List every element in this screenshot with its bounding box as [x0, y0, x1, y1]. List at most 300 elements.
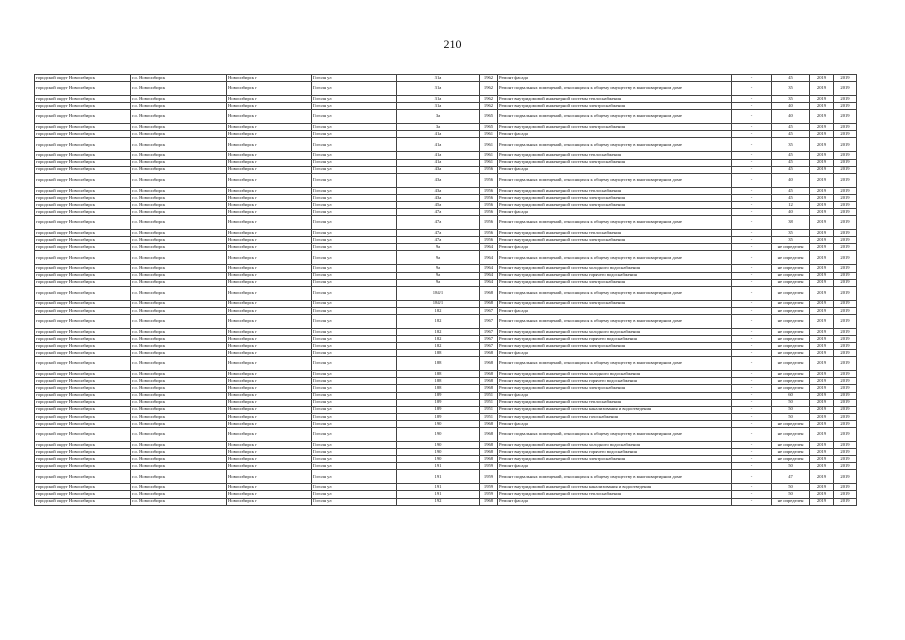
- table-row: [35, 216, 857, 230]
- work-type-cell: Ремонт внутридомовой инженерной системы канализования и водоотведения: [498, 484, 732, 491]
- start-year-cell: 2019: [810, 159, 834, 166]
- district-cell: г.о. Новосибирск: [131, 357, 227, 371]
- municipality-cell: городской округ Новосибирск: [35, 237, 131, 244]
- year-cell: 1968: [480, 286, 498, 300]
- start-year-cell: 2019: [810, 201, 834, 208]
- city-cell: Новосибирск г: [227, 385, 312, 392]
- municipality-cell: городской округ Новосибирск: [35, 152, 131, 159]
- end-year-cell: 2019: [834, 75, 857, 82]
- municipality-cell: городской округ Новосибирск: [35, 343, 131, 350]
- cost-cell: не определен: [772, 244, 810, 251]
- dash-cell: -: [732, 216, 772, 230]
- city-cell: Новосибирск г: [227, 96, 312, 103]
- dash-cell: -: [732, 209, 772, 216]
- cost-cell: не определен: [772, 343, 810, 350]
- street-cell: Гоголя ул: [312, 328, 397, 335]
- work-type-cell: Ремонт внутридомовой инженерной системы теплоснабжения: [498, 96, 732, 103]
- street-cell: Гоголя ул: [312, 216, 397, 230]
- city-cell: Новосибирск г: [227, 201, 312, 208]
- end-year-cell: 2019: [834, 428, 857, 442]
- street-cell: Гоголя ул: [312, 371, 397, 378]
- municipality-cell: городской округ Новосибирск: [35, 173, 131, 187]
- municipality-cell: городской округ Новосибирск: [35, 385, 131, 392]
- end-year-cell: 2019: [834, 491, 857, 498]
- work-type-cell: Ремонт фасада: [498, 75, 732, 82]
- street-cell: Гоголя ул: [312, 428, 397, 442]
- house-cell: 190: [397, 420, 480, 427]
- house-cell: 9а: [397, 251, 480, 265]
- municipality-cell: городской округ Новосибирск: [35, 166, 131, 173]
- cost-cell: 50: [772, 399, 810, 406]
- dash-cell: -: [732, 230, 772, 237]
- start-year-cell: 2019: [810, 343, 834, 350]
- dash-cell: -: [732, 470, 772, 484]
- work-type-cell: Ремонт внутридомовой инженерной системы теплоснабжения: [498, 230, 732, 237]
- end-year-cell: 2019: [834, 159, 857, 166]
- city-cell: Новосибирск г: [227, 244, 312, 251]
- municipality-cell: городской округ Новосибирск: [35, 420, 131, 427]
- end-year-cell: 2019: [834, 166, 857, 173]
- year-cell: 1951: [480, 399, 498, 406]
- table-row: [35, 265, 857, 272]
- municipality-cell: городской округ Новосибирск: [35, 216, 131, 230]
- start-year-cell: 2019: [810, 131, 834, 138]
- district-cell: г.о. Новосибирск: [131, 378, 227, 385]
- table-row: [35, 314, 857, 328]
- street-cell: Гоголя ул: [312, 124, 397, 131]
- end-year-cell: 2019: [834, 96, 857, 103]
- city-cell: Новосибирск г: [227, 286, 312, 300]
- city-cell: Новосибирск г: [227, 328, 312, 335]
- city-cell: Новосибирск г: [227, 237, 312, 244]
- table-row: [35, 463, 857, 470]
- end-year-cell: 2019: [834, 328, 857, 335]
- district-cell: г.о. Новосибирск: [131, 449, 227, 456]
- district-cell: г.о. Новосибирск: [131, 230, 227, 237]
- dash-cell: -: [732, 286, 772, 300]
- work-type-cell: Ремонт фасада: [498, 307, 732, 314]
- end-year-cell: 2019: [834, 201, 857, 208]
- work-type-cell: Ремонт внутридомовой инженерной системы газоснабжения: [498, 413, 732, 420]
- dash-cell: -: [732, 378, 772, 385]
- street-cell: Гоголя ул: [312, 152, 397, 159]
- start-year-cell: 2019: [810, 463, 834, 470]
- house-cell: 9а: [397, 244, 480, 251]
- work-type-cell: Ремонт фасада: [498, 166, 732, 173]
- cost-cell: не определен: [772, 449, 810, 456]
- start-year-cell: 2019: [810, 491, 834, 498]
- end-year-cell: 2019: [834, 187, 857, 194]
- table-row: [35, 152, 857, 159]
- year-cell: 1964: [480, 272, 498, 279]
- district-cell: г.о. Новосибирск: [131, 307, 227, 314]
- table-row: [35, 124, 857, 131]
- house-cell: 182: [397, 328, 480, 335]
- year-cell: 1968: [480, 442, 498, 449]
- municipality-cell: городской округ Новосибирск: [35, 449, 131, 456]
- end-year-cell: 2019: [834, 103, 857, 110]
- dash-cell: -: [732, 124, 772, 131]
- table-row: [35, 456, 857, 463]
- table-row: [35, 357, 857, 371]
- start-year-cell: 2019: [810, 498, 834, 505]
- table-row: [35, 138, 857, 152]
- street-cell: Гоголя ул: [312, 350, 397, 357]
- year-cell: 1951: [480, 413, 498, 420]
- year-cell: 1956: [480, 187, 498, 194]
- table-row: [35, 131, 857, 138]
- start-year-cell: 2019: [810, 75, 834, 82]
- house-cell: 189: [397, 399, 480, 406]
- start-year-cell: 2019: [810, 216, 834, 230]
- start-year-cell: 2019: [810, 272, 834, 279]
- year-cell: 1959: [480, 491, 498, 498]
- cost-cell: 40: [772, 103, 810, 110]
- start-year-cell: 2019: [810, 173, 834, 187]
- street-cell: Гоголя ул: [312, 110, 397, 124]
- city-cell: Новосибирск г: [227, 343, 312, 350]
- city-cell: Новосибирск г: [227, 279, 312, 286]
- cost-cell: 50: [772, 413, 810, 420]
- table-row: [35, 279, 857, 286]
- end-year-cell: 2019: [834, 456, 857, 463]
- municipality-cell: городской округ Новосибирск: [35, 470, 131, 484]
- dash-cell: -: [732, 343, 772, 350]
- work-type-cell: Ремонт внутридомовой инженерной системы электроснабжения: [498, 103, 732, 110]
- street-cell: Гоголя ул: [312, 131, 397, 138]
- dash-cell: -: [732, 237, 772, 244]
- cost-cell: 60: [772, 392, 810, 399]
- dash-cell: -: [732, 166, 772, 173]
- city-cell: Новосибирск г: [227, 173, 312, 187]
- street-cell: Гоголя ул: [312, 286, 397, 300]
- work-type-cell: Ремонт внутридомовой инженерной системы электроснабжения: [498, 159, 732, 166]
- end-year-cell: 2019: [834, 237, 857, 244]
- end-year-cell: 2019: [834, 272, 857, 279]
- city-cell: Новосибирск г: [227, 300, 312, 307]
- end-year-cell: 2019: [834, 335, 857, 342]
- end-year-cell: 2019: [834, 131, 857, 138]
- table-row: [35, 385, 857, 392]
- work-type-cell: Ремонт внутридомовой инженерной системы холодного водоснабжения: [498, 328, 732, 335]
- district-cell: г.о. Новосибирск: [131, 110, 227, 124]
- year-cell: 1962: [480, 96, 498, 103]
- work-type-cell: Ремонт внутридомовой инженерной системы электроснабжения: [498, 456, 732, 463]
- cost-cell: 12: [772, 201, 810, 208]
- house-cell: 47а: [397, 230, 480, 237]
- work-type-cell: Ремонт внутридомовой инженерной системы теплоснабжения: [498, 399, 732, 406]
- dash-cell: -: [732, 138, 772, 152]
- year-cell: 1964: [480, 279, 498, 286]
- city-cell: Новосибирск г: [227, 103, 312, 110]
- table-row: [35, 209, 857, 216]
- municipality-cell: городской округ Новосибирск: [35, 110, 131, 124]
- end-year-cell: 2019: [834, 307, 857, 314]
- cost-cell: 50: [772, 406, 810, 413]
- end-year-cell: 2019: [834, 173, 857, 187]
- year-cell: 1956: [480, 194, 498, 201]
- city-cell: Новосибирск г: [227, 420, 312, 427]
- house-cell: 3а: [397, 110, 480, 124]
- table-row: [35, 413, 857, 420]
- table-row: [35, 498, 857, 505]
- work-type-cell: Ремонт фасада: [498, 498, 732, 505]
- start-year-cell: 2019: [810, 428, 834, 442]
- house-cell: 188: [397, 371, 480, 378]
- work-type-cell: Ремонт внутридомовой инженерной системы холодного водоснабжения: [498, 265, 732, 272]
- house-cell: 190: [397, 456, 480, 463]
- end-year-cell: 2019: [834, 470, 857, 484]
- cost-cell: не определен: [772, 420, 810, 427]
- municipality-cell: городской округ Новосибирск: [35, 300, 131, 307]
- street-cell: Гоголя ул: [312, 456, 397, 463]
- house-cell: 191: [397, 463, 480, 470]
- house-cell: 192: [397, 498, 480, 505]
- end-year-cell: 2019: [834, 392, 857, 399]
- municipality-cell: городской округ Новосибирск: [35, 194, 131, 201]
- start-year-cell: 2019: [810, 187, 834, 194]
- house-cell: 41а: [397, 159, 480, 166]
- year-cell: 1961: [480, 152, 498, 159]
- house-cell: 43а: [397, 187, 480, 194]
- start-year-cell: 2019: [810, 449, 834, 456]
- house-cell: 182: [397, 307, 480, 314]
- start-year-cell: 2019: [810, 166, 834, 173]
- table-row: [35, 96, 857, 103]
- end-year-cell: 2019: [834, 194, 857, 201]
- start-year-cell: 2019: [810, 307, 834, 314]
- work-type-cell: Ремонт подвальных помещений, относящихся к общему имуществу в многоквартирном доме: [498, 428, 732, 442]
- year-cell: 1951: [480, 406, 498, 413]
- dash-cell: -: [732, 244, 772, 251]
- work-type-cell: Ремонт внутридомовой инженерной системы холодного водоснабжения: [498, 371, 732, 378]
- city-cell: Новосибирск г: [227, 350, 312, 357]
- year-cell: 1968: [480, 449, 498, 456]
- street-cell: Гоголя ул: [312, 272, 397, 279]
- street-cell: Гоголя ул: [312, 357, 397, 371]
- dash-cell: -: [732, 279, 772, 286]
- dash-cell: -: [732, 201, 772, 208]
- municipality-cell: городской округ Новосибирск: [35, 399, 131, 406]
- dash-cell: -: [732, 335, 772, 342]
- street-cell: Гоголя ул: [312, 96, 397, 103]
- dash-cell: -: [732, 328, 772, 335]
- start-year-cell: 2019: [810, 357, 834, 371]
- end-year-cell: 2019: [834, 343, 857, 350]
- municipality-cell: городской округ Новосибирск: [35, 244, 131, 251]
- district-cell: г.о. Новосибирск: [131, 244, 227, 251]
- start-year-cell: 2019: [810, 378, 834, 385]
- year-cell: 1961: [480, 138, 498, 152]
- municipality-cell: городской округ Новосибирск: [35, 350, 131, 357]
- municipality-cell: городской округ Новосибирск: [35, 272, 131, 279]
- start-year-cell: 2019: [810, 265, 834, 272]
- street-cell: Гоголя ул: [312, 251, 397, 265]
- house-cell: 47а: [397, 216, 480, 230]
- dash-cell: -: [732, 314, 772, 328]
- house-cell: 188: [397, 385, 480, 392]
- dash-cell: -: [732, 463, 772, 470]
- end-year-cell: 2019: [834, 357, 857, 371]
- district-cell: г.о. Новосибирск: [131, 75, 227, 82]
- house-cell: 182: [397, 335, 480, 342]
- municipality-cell: городской округ Новосибирск: [35, 103, 131, 110]
- cost-cell: 45: [772, 152, 810, 159]
- municipality-cell: городской округ Новосибирск: [35, 96, 131, 103]
- cost-cell: не определен: [772, 307, 810, 314]
- table-row: [35, 110, 857, 124]
- table-row: [35, 244, 857, 251]
- table-row: [35, 371, 857, 378]
- district-cell: г.о. Новосибирск: [131, 371, 227, 378]
- end-year-cell: 2019: [834, 110, 857, 124]
- district-cell: г.о. Новосибирск: [131, 166, 227, 173]
- cost-cell: 45: [772, 131, 810, 138]
- year-cell: 1968: [480, 378, 498, 385]
- district-cell: г.о. Новосибирск: [131, 314, 227, 328]
- table-row: [35, 343, 857, 350]
- end-year-cell: 2019: [834, 138, 857, 152]
- end-year-cell: 2019: [834, 350, 857, 357]
- house-cell: 189: [397, 406, 480, 413]
- district-cell: г.о. Новосибирск: [131, 237, 227, 244]
- district-cell: г.о. Новосибирск: [131, 463, 227, 470]
- city-cell: Новосибирск г: [227, 75, 312, 82]
- district-cell: г.о. Новосибирск: [131, 131, 227, 138]
- city-cell: Новосибирск г: [227, 449, 312, 456]
- house-cell: 188: [397, 378, 480, 385]
- dash-cell: -: [732, 420, 772, 427]
- district-cell: г.о. Новосибирск: [131, 335, 227, 342]
- cost-cell: 50: [772, 491, 810, 498]
- district-cell: г.о. Новосибирск: [131, 498, 227, 505]
- dash-cell: -: [732, 96, 772, 103]
- street-cell: Гоголя ул: [312, 75, 397, 82]
- municipality-cell: городской округ Новосибирск: [35, 442, 131, 449]
- year-cell: 1968: [480, 357, 498, 371]
- year-cell: 1951: [480, 392, 498, 399]
- page-number: 210: [443, 37, 462, 51]
- start-year-cell: 2019: [810, 244, 834, 251]
- year-cell: 1956: [480, 230, 498, 237]
- year-cell: 1965: [480, 124, 498, 131]
- cost-cell: не определен: [772, 314, 810, 328]
- work-type-cell: Ремонт подвальных помещений, относящихся к общему имуществу в многоквартирном доме: [498, 82, 732, 96]
- city-cell: Новосибирск г: [227, 307, 312, 314]
- table-row: [35, 75, 857, 82]
- street-cell: Гоголя ул: [312, 378, 397, 385]
- street-cell: Гоголя ул: [312, 159, 397, 166]
- street-cell: Гоголя ул: [312, 399, 397, 406]
- cost-cell: не определен: [772, 456, 810, 463]
- end-year-cell: 2019: [834, 314, 857, 328]
- end-year-cell: 2019: [834, 413, 857, 420]
- end-year-cell: 2019: [834, 300, 857, 307]
- table-row: [35, 335, 857, 342]
- district-cell: г.о. Новосибирск: [131, 152, 227, 159]
- house-cell: 45а: [397, 201, 480, 208]
- work-type-cell: Ремонт фасада: [498, 420, 732, 427]
- street-cell: Гоголя ул: [312, 103, 397, 110]
- start-year-cell: 2019: [810, 420, 834, 427]
- end-year-cell: 2019: [834, 82, 857, 96]
- cost-cell: 40: [772, 209, 810, 216]
- cost-cell: 35: [772, 230, 810, 237]
- city-cell: Новосибирск г: [227, 392, 312, 399]
- year-cell: 1956: [480, 216, 498, 230]
- municipality-cell: городской округ Новосибирск: [35, 124, 131, 131]
- cost-cell: 45: [772, 159, 810, 166]
- municipality-cell: городской округ Новосибирск: [35, 75, 131, 82]
- dash-cell: -: [732, 159, 772, 166]
- house-cell: 188: [397, 350, 480, 357]
- city-cell: Новосибирск г: [227, 484, 312, 491]
- work-type-cell: Ремонт фасада: [498, 350, 732, 357]
- street-cell: Гоголя ул: [312, 406, 397, 413]
- cost-cell: 35: [772, 96, 810, 103]
- work-type-cell: Ремонт подвальных помещений, относящихся к общему имуществу в многоквартирном доме: [498, 357, 732, 371]
- work-type-cell: Ремонт внутридомовой инженерной системы теплоснабжения: [498, 491, 732, 498]
- start-year-cell: 2019: [810, 194, 834, 201]
- municipality-cell: городской округ Новосибирск: [35, 335, 131, 342]
- start-year-cell: 2019: [810, 406, 834, 413]
- district-cell: г.о. Новосибирск: [131, 103, 227, 110]
- table-row: [35, 491, 857, 498]
- start-year-cell: 2019: [810, 286, 834, 300]
- house-cell: 184/1: [397, 286, 480, 300]
- municipality-cell: городской округ Новосибирск: [35, 307, 131, 314]
- house-cell: 191: [397, 484, 480, 491]
- city-cell: Новосибирск г: [227, 470, 312, 484]
- table-row: [35, 251, 857, 265]
- district-cell: г.о. Новосибирск: [131, 428, 227, 442]
- cost-cell: не определен: [772, 328, 810, 335]
- year-cell: 1962: [480, 75, 498, 82]
- start-year-cell: 2019: [810, 456, 834, 463]
- work-type-cell: Ремонт подвальных помещений, относящихся к общему имуществу в многоквартирном доме: [498, 286, 732, 300]
- municipality-cell: городской округ Новосибирск: [35, 491, 131, 498]
- work-type-cell: Ремонт подвальных помещений, относящихся к общему имуществу в многоквартирном доме: [498, 251, 732, 265]
- city-cell: Новосибирск г: [227, 272, 312, 279]
- start-year-cell: 2019: [810, 413, 834, 420]
- cost-cell: не определен: [772, 335, 810, 342]
- start-year-cell: 2019: [810, 251, 834, 265]
- cost-cell: не определен: [772, 300, 810, 307]
- district-cell: г.о. Новосибирск: [131, 96, 227, 103]
- table-row: [35, 328, 857, 335]
- work-type-cell: Ремонт подвальных помещений, относящихся к общему имуществу в многоквартирном доме: [498, 470, 732, 484]
- city-cell: Новосибирск г: [227, 209, 312, 216]
- house-cell: 184/1: [397, 300, 480, 307]
- house-cell: 31а: [397, 75, 480, 82]
- house-cell: 41а: [397, 152, 480, 159]
- dash-cell: -: [732, 110, 772, 124]
- dash-cell: -: [732, 491, 772, 498]
- year-cell: 1964: [480, 265, 498, 272]
- end-year-cell: 2019: [834, 209, 857, 216]
- work-type-cell: Ремонт внутридомовой инженерной системы горячего водоснабжения: [498, 378, 732, 385]
- municipality-cell: городской округ Новосибирск: [35, 463, 131, 470]
- work-type-cell: Ремонт внутридомовой инженерной системы электроснабжения: [498, 124, 732, 131]
- house-cell: 47а: [397, 237, 480, 244]
- table-row: [35, 286, 857, 300]
- street-cell: Гоголя ул: [312, 442, 397, 449]
- district-cell: г.о. Новосибирск: [131, 209, 227, 216]
- end-year-cell: 2019: [834, 230, 857, 237]
- street-cell: Гоголя ул: [312, 449, 397, 456]
- city-cell: Новосибирск г: [227, 131, 312, 138]
- house-cell: 43а: [397, 166, 480, 173]
